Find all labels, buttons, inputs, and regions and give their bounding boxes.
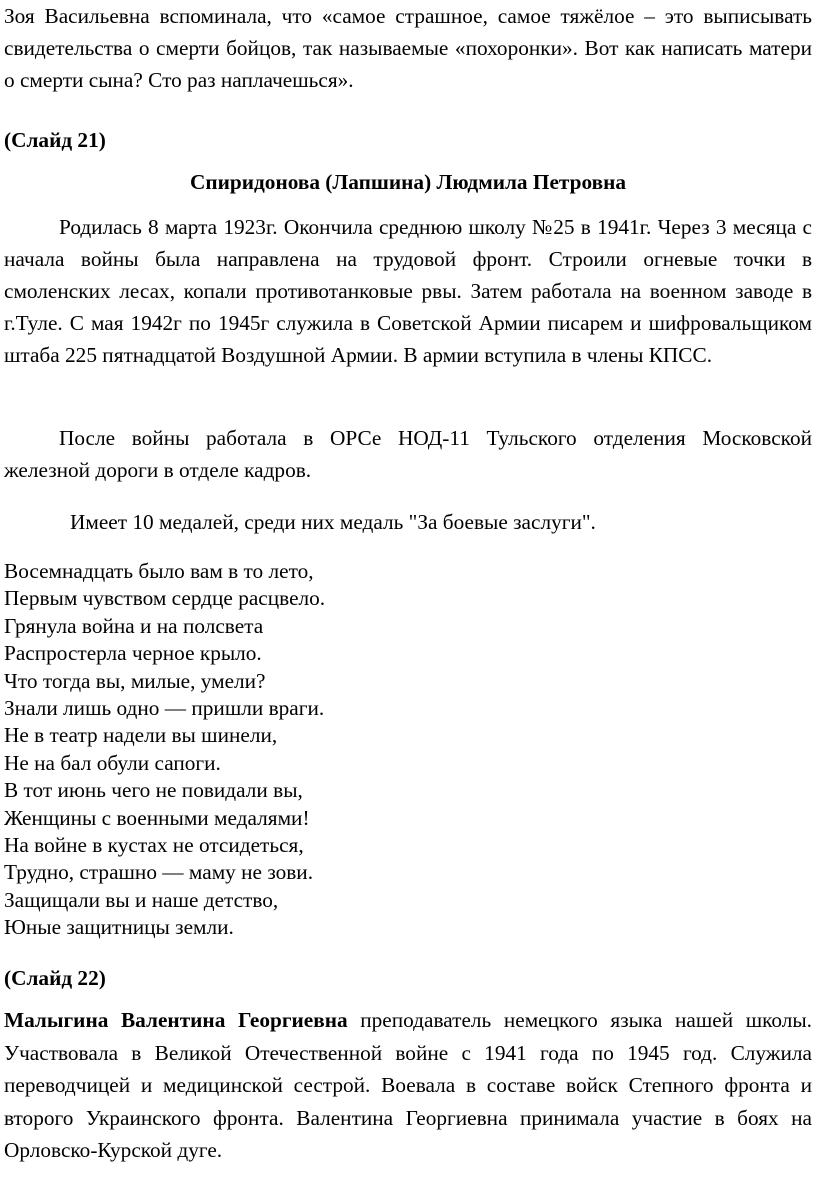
poem-line: Юные защитницы земли. [4, 915, 234, 940]
poem-line: Не на бал обули сапоги. [4, 750, 221, 775]
biography-text: Родилась 8 марта 1923г. Окончила среднюю школу №25 в 1941г. Через 3 месяца с начала войны была направлена на трудовой фронт. Строили огневые точки в смоленских лесах, копали противотанковые рвы. Затем работала на военном заводе в г.Туле. С мая 1942г по 1945г служила в Советской Армии писарем и шифровальщиком штаба 225 пятнадцатой Воздушной Армии. В армии вступила в члены КПСС. [4, 215, 812, 367]
poem-line: Восемнадцать было вам в то лето, [4, 559, 314, 583]
after-war-paragraph [4, 422, 812, 486]
slide-21-heading: (Слайд 21) [4, 128, 106, 152]
after-war-text: После войны работала в ОРСе НОД-11 Тульского отделения Московской железной дороги в отделе кадров. [4, 426, 812, 482]
medals-line: Имеет 10 медалей, среди них медаль "За боевые заслуги". [70, 510, 596, 534]
intro-text: Зоя Васильевна вспоминала, что «самое страшное, самое тяжёлое – это выписывать свидетельства о смерти бойцов, так называемые «похоронки». Вот как написать матери о смерти сына? Сто раз наплачешься». [4, 4, 812, 92]
poem-line: Защищали вы и наше детство, [4, 887, 279, 912]
poem-line: Первым чувством сердце расцвело. [4, 586, 326, 611]
biography-malygina-body: преподаватель немецкого языка нашей школы. Участвовала в Великой Отечественной войне с 1941 года по 1945 год. Служила переводчицей и медицинской сестрой. Воевала в составе войск Степного фронта и второго Украинского фронта. Валентина Георгиевна принимала участие в боях на Орловско-Курской дуге. [4, 1008, 812, 1163]
poem-line: На войне в кустах не отсидеться, [4, 832, 304, 857]
poem-line: Трудно, страшно — маму не зови. [4, 860, 314, 885]
biography-spiridonova [4, 211, 812, 371]
person-name-spiridonova: Спиридонова (Лапшина) Людмила Петровна [189, 170, 627, 194]
biography-malygina [4, 1004, 812, 1167]
poem-line: В тот июнь чего не повидали вы, [4, 778, 303, 803]
poem-line: Распростерла черное крыло. [4, 641, 262, 666]
poem-line: Что тогда вы, милые, умели? [4, 668, 266, 693]
slide-22-heading: (Слайд 22) [4, 966, 106, 990]
poem-line: Не в театр надели вы шинели, [4, 723, 278, 748]
poem-line: Женщины с военными медалями! [4, 805, 310, 830]
poem-line: Знали лишь одно — пришли враги. [4, 695, 325, 720]
biography-malygina-text [4, 1004, 812, 1167]
poem-line: Грянула война и на полсвета [4, 613, 264, 638]
intro-paragraph [4, 0, 812, 96]
poem [4, 558, 325, 941]
person-name-malygina: Малыгина Валентина Георгиевна [4, 1008, 348, 1032]
